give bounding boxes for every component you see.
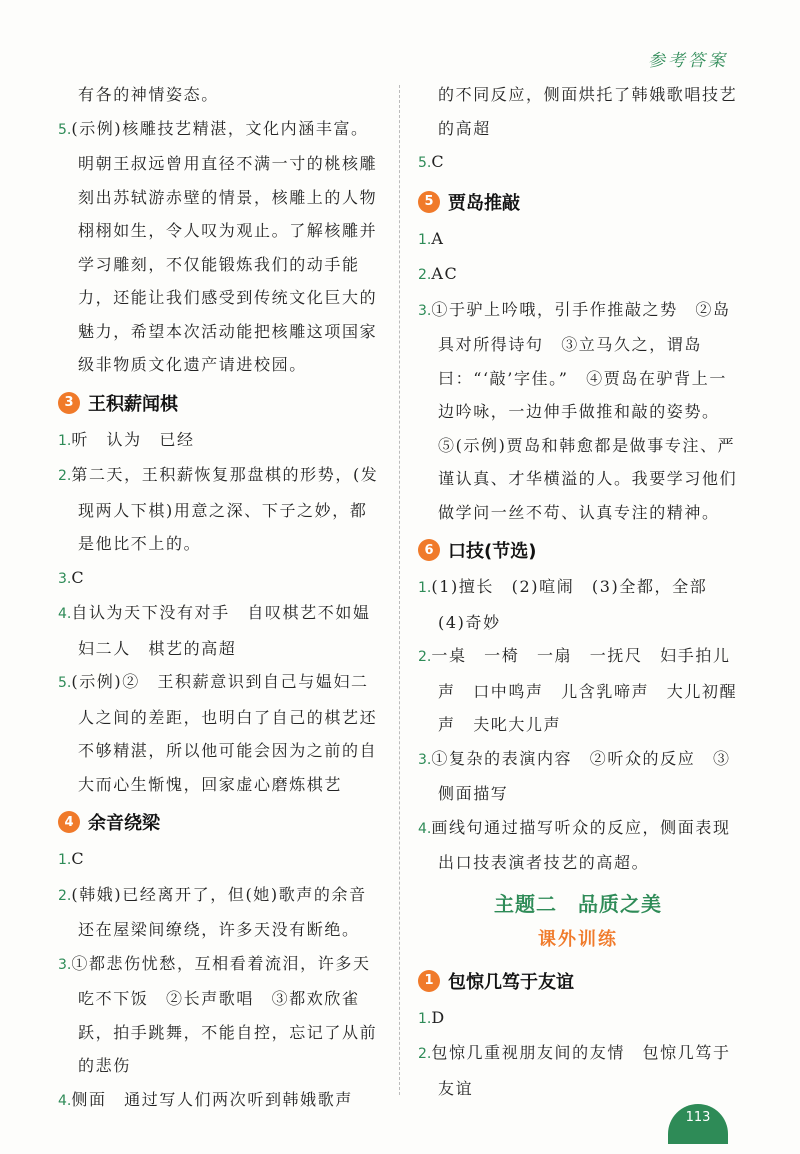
answer-item bbox=[58, 596, 380, 665]
continued-text: 有各的神情姿态。 bbox=[78, 85, 219, 104]
page-header: 参考答案 bbox=[648, 51, 728, 71]
item-number: 3. bbox=[58, 570, 72, 587]
item-number: 1. bbox=[418, 231, 432, 248]
item-number: 2. bbox=[418, 267, 432, 283]
item-text: 包惊几重视朋友间的友情 包惊几笃于友谊 bbox=[431, 1043, 731, 1098]
item-text: 听 认为 已经 bbox=[71, 429, 195, 449]
answer-item bbox=[418, 293, 738, 530]
item-text: A bbox=[431, 228, 445, 248]
section-header bbox=[418, 964, 738, 998]
item-text: 第二天，王积薪恢复那盘棋的形势，(发现两人下棋)用意之深、下子之妙，都是他比不上的。 bbox=[71, 465, 379, 553]
column-divider bbox=[399, 85, 400, 1095]
item-number: 3. bbox=[418, 751, 432, 768]
answer-item bbox=[58, 878, 380, 947]
section-number-badge: 6 bbox=[418, 539, 440, 561]
continued-text: 的不同反应，侧面烘托了韩娥歌唱技艺的高超 bbox=[438, 85, 738, 138]
item-text: (示例)核雕技艺精湛，文化内涵丰富。明朝王叔远曾用直径不满一寸的桃核雕刻出苏轼游赤壁的情景，核雕上的人物栩栩如生，令人叹为观止。了解核雕并学习雕刻，不仅能锻炼我们的动手能力，还能让我们感受到传统文化巨大的魅力，希望本次活动能把核雕这项国家级非物质文化遗产请进校园。 bbox=[71, 118, 378, 374]
item-text: AC bbox=[431, 264, 459, 283]
subtheme-heading: 课外训练 bbox=[538, 928, 618, 950]
item-number: 4. bbox=[418, 820, 432, 837]
item-text: D bbox=[431, 1007, 446, 1027]
section-header bbox=[418, 185, 738, 219]
answer-item bbox=[418, 1001, 738, 1037]
item-text: 侧面 通过写人们两次听到韩娥歌声 bbox=[71, 1089, 353, 1109]
answer-item bbox=[58, 947, 380, 1083]
item-text: C bbox=[71, 567, 86, 587]
item-number: 1. bbox=[58, 852, 72, 868]
section-title: 王积薪闻棋 bbox=[88, 393, 178, 415]
right-column bbox=[418, 78, 738, 1105]
item-text: ①复杂的表演内容 ②听众的反应 ③侧面描写 bbox=[431, 748, 731, 803]
left-column bbox=[58, 78, 380, 1118]
answer-item bbox=[418, 811, 738, 880]
theme-heading: 主题二 品质之美 bbox=[494, 891, 662, 916]
answer-item bbox=[418, 145, 738, 181]
answer-item bbox=[418, 570, 738, 639]
answer-item bbox=[418, 742, 738, 811]
section-number-badge: 3 bbox=[58, 392, 80, 414]
answer-item bbox=[418, 257, 738, 293]
section-number-badge: 4 bbox=[58, 811, 80, 833]
item-text: (1)擅长 (2)喧闹 (3)全都，全部 (4)奇妙 bbox=[431, 577, 725, 632]
section-number-badge: 1 bbox=[418, 970, 440, 992]
section-header bbox=[58, 805, 380, 839]
page-number: 113 bbox=[668, 1104, 728, 1144]
item-text: 画线句通过描写听众的反应，侧面表现出口技表演者技艺的高超。 bbox=[431, 817, 731, 872]
answer-item bbox=[418, 222, 738, 258]
answer-item bbox=[418, 1036, 738, 1105]
item-number: 5. bbox=[58, 121, 72, 138]
answer-item bbox=[58, 561, 380, 597]
item-number: 1. bbox=[418, 580, 432, 596]
item-number: 2. bbox=[418, 649, 432, 665]
section-title: 口技(节选) bbox=[448, 541, 537, 562]
answer-item bbox=[58, 112, 380, 382]
item-number: 5. bbox=[58, 675, 72, 691]
item-number: 5. bbox=[418, 155, 432, 171]
item-number: 3. bbox=[58, 956, 72, 973]
item-number: 4. bbox=[58, 606, 72, 622]
item-text: (示例)② 王积薪意识到自己与媪妇二人之间的差距，也明白了自己的棋艺还不够精湛，所以他可能会因为之前的自大而心生惭愧，回家虚心磨炼棋艺 bbox=[71, 672, 378, 794]
section-title: 包惊几笃于友谊 bbox=[448, 971, 574, 993]
item-text: C bbox=[71, 849, 86, 868]
answer-item bbox=[58, 458, 380, 561]
item-number: 2. bbox=[418, 1046, 432, 1062]
answer-item bbox=[418, 639, 738, 742]
item-number: 4. bbox=[58, 1092, 72, 1109]
item-text: 自认为天下没有对手 自叹棋艺不如媪妇二人 棋艺的高超 bbox=[71, 603, 371, 658]
answer-item bbox=[58, 1083, 380, 1119]
item-number: 3. bbox=[418, 302, 432, 319]
item-text: C bbox=[431, 152, 446, 171]
item-number: 2. bbox=[58, 887, 72, 904]
section-header bbox=[418, 533, 738, 567]
answer-item bbox=[58, 842, 380, 878]
item-number: 1. bbox=[418, 1010, 432, 1027]
item-text: 一桌 一椅 一扇 一抚尺 妇手拍儿声 口中鸣声 儿含乳啼声 大儿初醒声 夫叱大儿声 bbox=[431, 646, 738, 734]
answer-item bbox=[58, 665, 380, 801]
section-title: 余音绕梁 bbox=[88, 813, 160, 834]
item-text: (韩娥)已经离开了，但(她)歌声的余音还在屋梁间缭绕，许多天没有断绝。 bbox=[71, 884, 367, 939]
section-header bbox=[58, 386, 380, 420]
answer-item bbox=[58, 423, 380, 459]
item-text: ①于驴上吟哦，引手作推敲之势 ②岛具对所得诗句 ③立马久之，谓岛曰：“‘敲’字佳。” ④贾岛在驴背上一边吟咏，一边伸手做推和敲的姿势。 ⑤(示例)贾岛和韩愈都是做事专注、严谨认真、才华横溢的人。我要学习他们做学问一丝不苟、认真专注的精神。 bbox=[431, 299, 738, 522]
section-number-badge: 5 bbox=[418, 191, 440, 213]
item-number: 1. bbox=[58, 432, 72, 449]
item-text: ①都悲伤忧愁，互相看着流泪，许多天吃不下饭 ②长声歌唱 ③都欢欣雀跃，拍手跳舞，不能自控，忘记了从前的悲伤 bbox=[71, 953, 378, 1075]
section-title: 贾岛推敲 bbox=[448, 192, 520, 214]
item-number: 2. bbox=[58, 468, 72, 484]
